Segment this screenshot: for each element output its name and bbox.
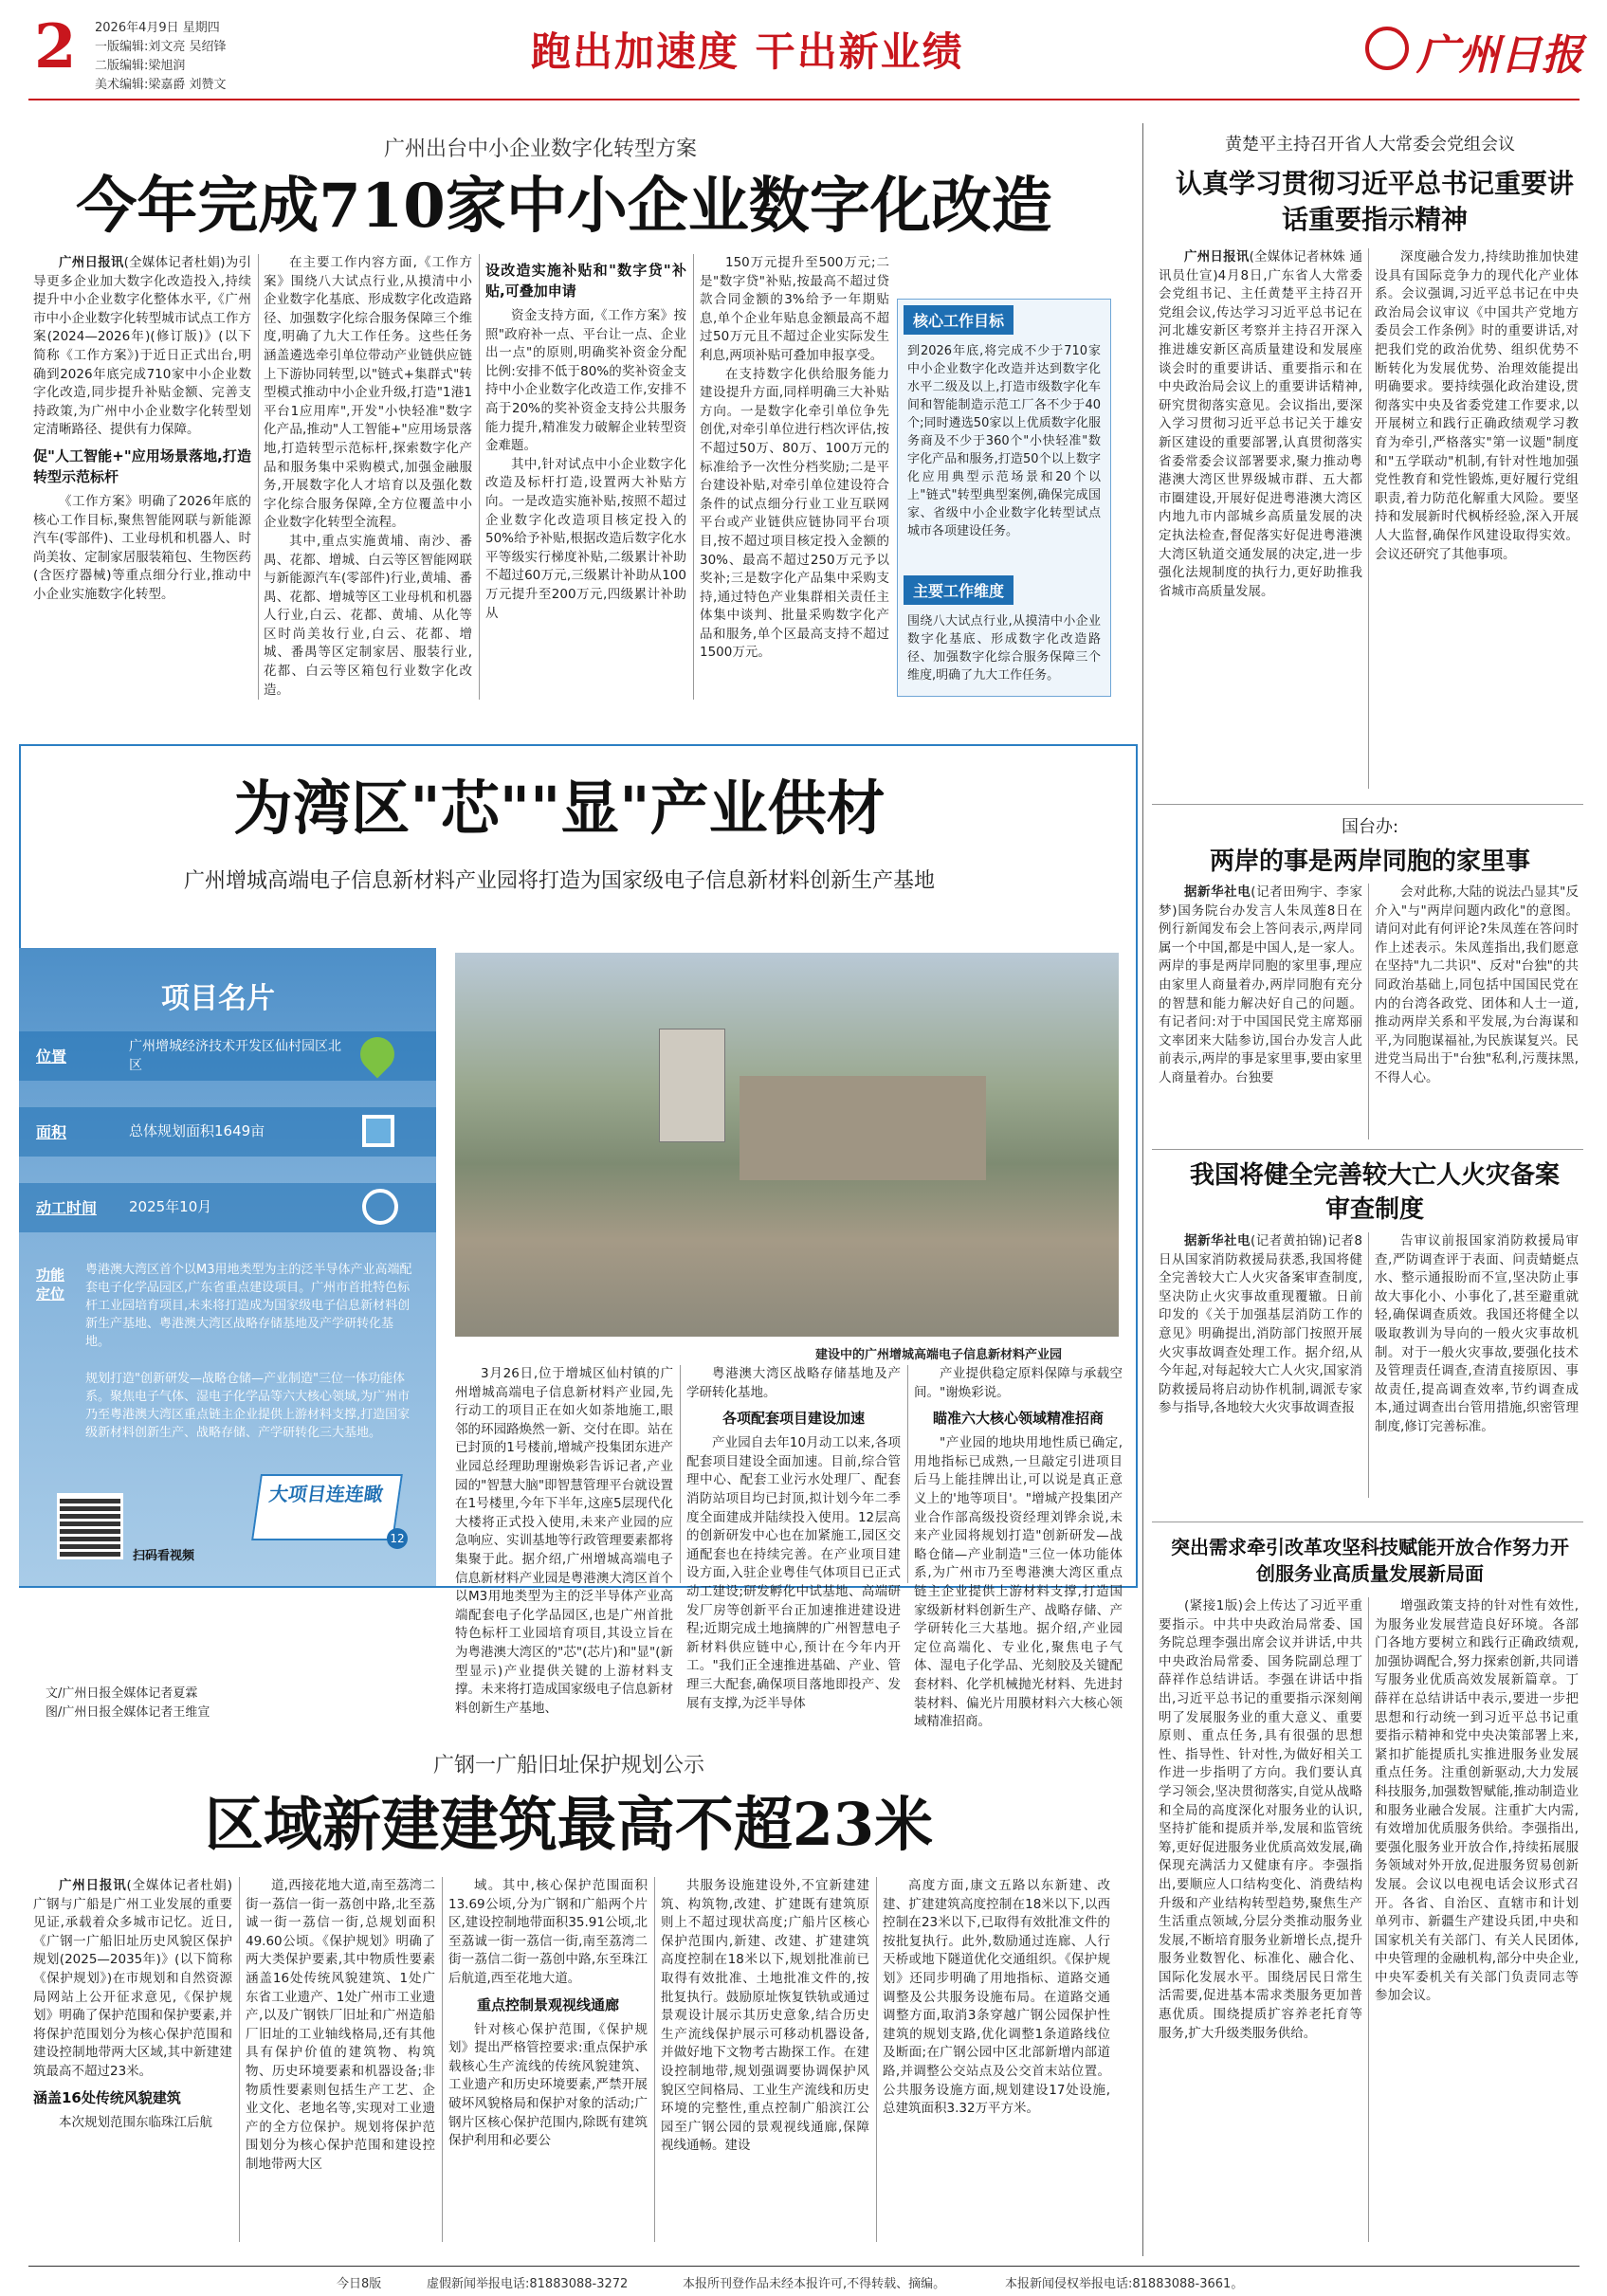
row-label: 动工时间	[36, 1199, 98, 1217]
paragraph: 增强政策支持的针对性有效性,为服务业发展营造良好环境。各部门各地方要树立和践行正确政绩观,加强协调配合,努力探索创新,共同谱写服务业优质高效发展新篇章。丁薛祥在总结讲话中表示,要进一步把思想和行动统一到习近平总书记重要指示精神和党中央决策部署上来,紧扣扩能提质扎实推进服务业发展重点任务。注重创新驱动,大力发展科技服务,加强数智赋能,推动制造业和服务业融合发展。注重扩大内需,有效增加优质服务供给。李强指出,要强化服务业开放合作,持续拓展服务领域对外开放,促进服务贸易创新发展。会议以电视电话会议形式召开。各省、自治区、直辖市和计划单列市、新疆生产建设兵团,中央和国家机关有关部门、有关人民团体,中央管理的金融机构,部分中央企业,中央军委机关有关部门负责同志等参加会议。	[1375, 1598, 1579, 2004]
s3-headline: 我国将健全完善较大亡人火灾备案审查制度	[1189, 1161, 1560, 1224]
feature-col-1	[455, 1365, 673, 1716]
top-story-col-1	[33, 254, 251, 709]
bottom-story-kicker: 广钢一广船旧址保护规划公示	[432, 1754, 704, 1777]
subheading: 瞄准六大核心领域精准招商	[932, 1410, 1104, 1428]
footer-hotline: 虚假新闻举报电话:81883088-3272	[427, 2277, 629, 2291]
core-goals-box	[897, 299, 1111, 697]
byline-lead: 广州日报讯	[59, 1878, 127, 1893]
subheading: 重点控制景观视线通廊	[476, 1995, 619, 2014]
banner-slogan: 跑出加速度 干出新业绩	[531, 28, 964, 75]
s2-headline: 两岸的事是两岸同胞的家里事	[1209, 847, 1530, 876]
section-rule	[1152, 804, 1583, 805]
s3-col-1	[1159, 1232, 1362, 1507]
row-value: 2025年10月	[129, 1198, 212, 1215]
paragraph: 产业提供稳定原料保障与承载空间。"谢焕彩说。	[914, 1366, 1123, 1400]
editor-line: 二版编辑:梁旭润	[95, 59, 186, 73]
footer-rule	[28, 2266, 1580, 2267]
card-row-start	[19, 1183, 436, 1232]
paragraph: (记者田殉宇、李家梦)国务院台办发言人朱凤莲8日在例行新闻发布会上答问表示,两岸同属一个中国,都是中国人,是一家人。两岸的事是两岸同胞的家里事,理应由家里人商量着办,两岸同胞有充分的智慧和能力解决好自己的问题。有记者问:对于中国国民党主席郑丽文率团来大陆参访,国台办发言人此前表示,两岸的事是家里事,要由家里人商量着办。台独要	[1159, 884, 1362, 1085]
paragraph: 其中,重点实施黄埔、南沙、番禺、花都、增城、白云等区智能网联与新能源汽车(零部件)行业,黄埔、番禺、花都、增城等区工业母机和机器人行业,白云、花都、黄埔、从化等区时尚美妆行业,白云、花都、增城、番禺等区定制家居、服装行业,花都、白云等区箱包行业数字化改造。	[264, 533, 472, 698]
bottom-story-headline: 区域新建建筑最高不超23米	[204, 1790, 934, 1859]
masthead	[0, 0, 1607, 104]
s1-col-1	[1159, 248, 1362, 798]
grid-icon	[362, 1115, 394, 1147]
paragraph: 在主要工作内容方面,《工作方案》围绕八大试点行业,从摸清中小企业数字化基底、形成数字化改造路径、加强数字化综合服务保障三个维度,明确了九大工作任务。这些任务涵盖遴选牵引单位带动产业链供应链上下游协同转型,以"链式+集群式"转型模式推动中小企业升级,打造"1港1平台1应用库",开发"小快轻准"数字化产品,推动"人工智能+"应用场景落地,打造转型示范标杆,探索数字化产品和服务集中采购模式,加强金融服务,开展数字化人才培育以及强化数字化综合服务保障,全方位覆盖中小企业数字化转型全流程。	[264, 255, 472, 531]
bottom-story-col-3	[448, 1877, 648, 2251]
s4-col-2	[1375, 1597, 1579, 2251]
column-rule	[442, 1877, 443, 2242]
paragraph: 针对核心保护范围,《保护规划》提出严格管控要求:重点保护承载核心生产流线的传统风貌建筑、工业遗产和历史环境要素,严禁开展破坏风貌格局和保护对象的活动;广钢片区核心保护范围内,除既有建筑保护利用和必要公	[448, 2021, 648, 2149]
paragraph: (全媒体记者林姝 通讯员仕宣)4月8日,广东省人大常委会党组书记、主任黄楚平主持召开党组会议,传达学习习近平总书记在河北雄安新区考察并主持召开深入推进雄安新区高质量建设和发展座谈会时的重要讲话、重要指示和在中央政治局会议上的重要讲话精神,研究贯彻落实意见。会议指出,要深入学习贯彻习近平总书记关于雄安新区建设的重要部署,认真贯彻落实省委常委会议部署要求,聚力推动粤港澳大湾区世界级城市群、五大都市圈建设,开展好促进粤港澳大湾区内地九市内部城乡高质量发展的决定执法检查,督促落实好促进粤港澳大湾区轨道交通发展的决定,进一步强化法规制度的执行力,更好助推我省城市高质量发展。	[1159, 249, 1363, 599]
func-text: 粤港澳大湾区首个以M3用地类型为主的泛半导体产业高端配套电子化学品园区,广东省重点建设项目。广州市首批特色标杆工业园培育项目,未来将打造成为国家级电子信息新材料创新生产基地、粤港澳大湾区战略存储基地及产学研转化基地。	[85, 1263, 412, 1349]
subheading: 各项配套项目建设加速	[721, 1410, 865, 1428]
masthead-divider	[28, 99, 1580, 100]
plan-text: 规划打造"创新研发—战略仓储—产业制造"三位一体功能体系。聚焦电子气体、湿电子化学品等六大核心领域,为广州市乃至粤港澳大湾区重点链主企业提供上游材料支撑,打造国家级新材料创新生产、战略存储、产学研转化三大基地。	[85, 1372, 411, 1440]
column-rule	[654, 1877, 655, 2242]
paragraph: 3月26日,位于增城区仙村镇的广州增城高端电子信息新材料产业园,先行动工的项目正在如火如荼地施工,眼邻的环园路焕然一新、交付在即。站在已封顶的1号楼前,增城产投集团东进产业园总经理助理谢焕彩告诉记者,产业园的"智慧大脑"即智慧管理平台就设置在1号楼里,今年下半年,这座5层现代化大楼将正式投入使用,未来产业园的应急响应、实训基地等行政管理要素都将集聚于此。据介绍,广州增城高端电子信息新材料产业园是粤港澳大湾区首个以M3用地类型为主的泛半导体产业高端配套电子化学品园区,也是广州首批特色标杆工业园培育项目,其设立旨在为粤港澳大湾区的"芯"(芯片)和"显"(新型显示)产业提供关键的上游材料支撑。未来将打造成国家级电子信息新材料创新生产基地、	[455, 1366, 673, 1716]
paragraph: 高度方面,康文五路以东新建、改建、扩建建筑高度控制在18米以下,以西控制在23米以下,已取得有效批准文件的按批复执行。此外,数励通过连廊、人行天桥或地下隧道优化交通组织。《保护规划》还同步明确了用地指标、道路交通调整及公共服务设施布局。在道路交通调整方面,取消3条穿越广钢公园保护性建筑的规划支路,优化调整1条道路线位及断面;在广钢公园中区北部新增内部道路,并调整公交站点及公交首末站位置。公共服务设施方面,规划建设17处设施,总建筑面积3.32万平方米。	[883, 1878, 1110, 2117]
badge-text: 大项目连连瞰	[267, 1483, 385, 1505]
masthead-date: 2026年4月9日 星期四	[95, 21, 220, 35]
subheading: 促"人工智能+"应用场景落地,打造转型示范标杆	[33, 446, 251, 485]
column-rule	[876, 1877, 877, 2242]
column-rule	[1368, 1232, 1369, 1498]
bottom-story-col-2	[246, 1877, 435, 2251]
s2-kicker: 国台办:	[1341, 817, 1399, 837]
paragraph: 150万元提升至500万元;二是"数字贷"补贴,按最高不超过贷款合同金额的3%给予一年期贴息,单个企业年贴息金额最高不超过50万元且不超过企业实际发生利息,两项补贴可叠加申报享受。	[700, 255, 889, 363]
clock-icon	[362, 1189, 398, 1225]
credit-photo: 图/广州日报全媒体记者王维宣	[46, 1705, 210, 1720]
paragraph: 《工作方案》明确了2026年底的核心工作目标,聚焦智能网联与新能源汽车(零部件)、工业母机和机器人、时尚美妆、定制家居服装箱包、生物医药(含医疗器械)等重点细分行业,推动中小企业实施数字化转型。	[33, 493, 251, 602]
main-dimensions-title: 主要工作维度	[904, 575, 1014, 605]
s2-col-2	[1375, 884, 1579, 1149]
top-story-col-3	[485, 254, 686, 709]
project-card	[19, 948, 436, 1586]
s4-col-1	[1159, 1597, 1362, 2251]
section-rule	[1152, 1149, 1583, 1150]
row-value: 广州增城经济技术开发区仙村园区北区	[129, 1039, 341, 1073]
badge-number: 12	[387, 1528, 408, 1549]
feature-subtitle: 广州增城高端电子信息新材料产业园将打造为国家级电子信息新材料创新生产基地	[183, 869, 935, 893]
main-dimensions-text: 围绕八大试点行业,从摸清中小企业数字化基底、形成数字化改造路径、加强数字化综合服务保障三个维度,明确了九大工作任务。	[907, 614, 1101, 683]
sidebar-divider	[1142, 123, 1143, 2256]
s1-kicker: 黄楚平主持召开省人大常委会党组会议	[1225, 135, 1515, 155]
project-card-title: 项目名片	[161, 982, 275, 1015]
aerial-photo	[455, 953, 1119, 1337]
feature-col-2	[686, 1365, 901, 1711]
footer-copyright: 本报所刊登作品未经本报许可,不得转载、摘编。	[683, 2277, 946, 2291]
column-rule	[1368, 884, 1369, 1139]
footer-pages: 今日8版	[337, 2277, 382, 2291]
page-number: 2	[34, 11, 77, 82]
s2-col-1	[1159, 884, 1362, 1149]
top-story-col-2	[264, 254, 472, 709]
photo-construction-site	[740, 1076, 986, 1180]
paragraph: (记者黄拍锦)记者8日从国家消防救援局获悉,我国将健全完善较大亡人火灾备案审查制度,坚决防止火灾事故重现覆辙。日前印发的《关于加强基层消防工作的意见》明确提出,消防部门按照开展火灾事故调查处理工作。据介绍,从今年起,对每起较大亡人火灾,国家消防救援局将启动协作机制,调派专家参与指导,各地较大火灾事故调查报	[1159, 1233, 1363, 1416]
s3-col-2	[1375, 1232, 1579, 1507]
column-rule	[1368, 1597, 1369, 2242]
paragraph: 深度融合发力,持续助推加快建设具有国际竞争力的现代化产业体系。会议强调,习近平总书记在中央政治局会议审议《中国共产党地方委员会工作条例》时的重要讲话,对把我们党的政治优势、组织优势不断转化为发展优势、治理效能提出明确要求。要持续强化政治建设,贯彻落实中央及省委党建工作要求,以开展树立和践行正确政绩观学习教育为牵引,严格落实"第一议题"制度和"五学联动"机制,有针对性地加强党性教育和党性锻炼,更好履行党组职责,着力防范化解重大风险。要坚持和发展新时代枫桥经验,深入开展人大监督,确保作风建设取得实效。会议还研究了其他事项。	[1375, 249, 1579, 562]
feature-col-3	[914, 1365, 1123, 1730]
func-label: 功能定位	[36, 1266, 65, 1303]
feature-headline: 为湾区"芯""显"产业供材	[233, 774, 886, 843]
paragraph: 共服务设施建设外,不宜新建建筑、构筑物,改建、扩建既有建筑原则上不超过现状高度;广船片区核心保护范围内,新建、改建、扩建建筑高度控制在18米以下,规划批准前已取得有效批准、土地批准文件的,按批复执行。鼓励原址恢复铁轨或通过景观设计展示其历史意象,结合历史生产流线保护展示可移动机器设备,并做好地下文物考古勘探工作。在建设控制地带,规划强调要协调保护风貌区空间格局、工业生产流线和历史环境的完整性,重点控制广船滨江公园至广钢公园的景观视线通廊,保障视线通畅。建设	[661, 1878, 869, 2154]
byline-lead: 广州日报讯	[59, 255, 124, 270]
qr-code	[57, 1493, 123, 1559]
s4-headline: 突出需求牵引改革攻坚科技赋能开放合作努力开创服务业高质量发展新局面	[1171, 1536, 1569, 1585]
paragraph: 道,西接花地大道,南至荔湾二街一荔信一街一荔创中路,北至荔诚一街一荔信一街,总规划面积49.60公顷。《保护规划》明确了两大类保护要素,其中物质性要素涵盖16处传统风貌建筑、1处广东省工业遗产、1处广州市工业遗产,以及广钢铁厂旧址和广州造船厂旧址的工业轴线格局,还有其他具有保护价值的建筑物、构筑物、历史环境要素和机器设备;非物质性要素则包括生产工艺、企业文化、老地名等,实现对工业遗产的全方位保护。规划将保护范围划分为核心保护范围和建设控制地带两大区	[246, 1878, 435, 2172]
photo-building	[659, 1029, 725, 1142]
core-goals-text: 到2026年底,将完成不少于710家中小企业数字化改造并达到数字化水平二级及以上,打造市级数字化车间和智能制造示范工厂各不少于40个;同时遴选50家以上优质数字化服务商及不少于360个"小快轻准"数字化产品和服务,打造50个以上数字化应用典型示范场景和20个以上"链式"转型典型案例,确保完成国家、省级中小企业数字化转型试点城市各项建设任务。	[907, 344, 1101, 538]
column-rule	[258, 254, 259, 700]
row-value: 总体规划面积1649亩	[129, 1122, 265, 1139]
paragraph: 会对此称,大陆的说法凸显其"反介入"与"两岸问题内政化"的意图。请问对此有何评论?朱凤莲在答问时作上述表示。朱凤莲指出,我们愿意在坚持"九二共识"、反对"台独"的共同政治基础上,同包括中国国民党在内的台湾各政党、团体和人士一道,推动两岸关系和平发展,为台海谋和平,为同胞谋福祉,为民族谋复兴。民进党当局出于"台独"私利,污蔑抹黑,不得人心。	[1375, 884, 1579, 1085]
paragraph: 告审议前报国家消防救援局审查,严防调查评于表面、问责蜻蜓点水、整示通报盼而不宣,坚决防止事故大事化小、小事化了,甚至避重就轻,确保调查质效。我国还将健全以吸取教训为导向的一般火灾事故机制。对于一般火灾事故,要强化技术及管理责任调查,查清直接原因、事故责任,提高调查效率,节约调查成本,通过调查出台管用措施,织密管理制度,修订完善标准。	[1375, 1233, 1579, 1434]
bottom-story-col-5	[883, 1877, 1110, 2251]
paragraph: 其中,针对试点中小企业数字化改造及标杆打造,设置两大补贴方向。一是改造实施补贴,按照不超过企业数字化改造项目核定投入的50%给予补贴,根据改造后数字化水平等级实行梯度补贴,二级累计补助不超过60万元,三级累计补助从100万元提升至200万元,四级累计补助从	[485, 456, 686, 621]
editor-line: 一版编辑:刘文亮 吴绍锋	[95, 40, 227, 54]
paragraph: 在支持数字化供给服务能力建设提升方面,同样明确三大补贴方向。一是数字化牵引单位争先创优,对牵引单位进行档次评估,按不超过50万、80万、100万元的标准给予一次性分档奖励;二是平台建设补贴,对牵引单位建设符合条件的试点细分行业工业互联网平台或产业链供应链协同平台项目,按不超过项目核定投入金额的30%、最高不超过250万元予以奖补;三是数字化产品集中采购支持,通过特色产业集群相关责任主体集中谈判、批量采购数字化产品和服务,单个区最高支持不超过1500万元。	[700, 366, 889, 661]
logo-emblem-icon	[1365, 27, 1409, 70]
paragraph: 粤港澳大湾区战略存储基地及产学研转化基地。	[686, 1366, 901, 1400]
top-story-kicker: 广州出台中小企业数字化转型方案	[383, 137, 697, 161]
s1-col-2	[1375, 248, 1579, 798]
card-row-location	[19, 1031, 436, 1081]
credit-writer: 文/广州日报全媒体记者夏霖	[46, 1686, 198, 1701]
top-story-headline: 今年完成710家中小企业数字化改造	[76, 171, 1052, 242]
byline-lead: 据新华社电	[1184, 1233, 1251, 1248]
byline-lead: 据新华社电	[1184, 884, 1251, 900]
bottom-story-col-1	[33, 1877, 232, 2251]
column-rule	[907, 1365, 908, 1583]
editor-line: 美术编辑:梁嘉爵 刘赞文	[95, 78, 227, 92]
paragraph: 域。其中,核心保护范围面积13.69公顷,分为广钢和广船两个片区,建设控制地带面积35.91公顷,北至荔诚一街一荔信一街,南至荔湾二街一荔信二街一荔创中路,东至珠江后航道,西至花地大道。	[448, 1878, 648, 1986]
paragraph: (紧接1版)会上传达了习近平重要指示。中共中央政治局常委、国务院总理李强出席会议并讲话,中共中央政治局常委、国务院副总理丁薛祥作总结讲话。李强在讲话中指出,习近平总书记的重要指示深刻阐明了发展服务业的重大意义、重要原则、重点任务,具有很强的思想性、指导性、针对性,为做好相关工作进一步指明了方向。我们要认真学习领会,坚决贯彻落实,自觉从战略和全局的高度深化对服务业的认识,坚持扩能和提质并举,发展和监管统筹,更好促进服务业优质高效发展,确保现充满活力又健康有序。李强指出,要顺应人口结构变化、消费结构升级和产业结构转型趋势,聚焦生产生活重点领域,分层分类推动服务业发展,不断培育服务业新增长点,提升服务业数智化、标准化、融合化、国际化发展水平。围绕居民日常生活需要,促进基本需求类服务更加普惠优质。围绕提质扩容养老托育等服务,扩大升级类服务供给。	[1159, 1598, 1362, 2041]
footer-tip: 本报新闻侵权举报电话:81883088-3661。	[1005, 2277, 1244, 2291]
location-pin-icon	[354, 1030, 402, 1079]
paragraph: (全媒体记者杜娟)为引导更多企业加大数字化改造投入,持续提升中小企业数字化整体水平,《广州市中小企业数字化转型城市试点工作方案(2024—2026年)(修订版)》(以下简称《工作方案》)于近日正式出台,明确到2026年底完成710家中小企业数字化改造,同步提升补贴金额、完善支持政策,为广州中小企业数字化转型划定清晰路径、提供有力保障。	[33, 255, 251, 438]
column-rule	[1368, 248, 1369, 789]
card-row-area	[19, 1107, 436, 1157]
row-label: 面积	[36, 1123, 67, 1141]
paragraph: "产业园的地块用地性质已确定,用地指标已成熟,一旦敲定引进项目后马上能挂牌出让,可以说是真正意义上的'地等项目'。"增城产投集团产业合作部高级投资经理刘铧余说,未来产业园将规划打造"创新研发—战略仓储—产业制造"三位一体功能体系,为广州市乃至粤港澳大湾区重点链主企业提供上游材料支撑,打造国家级新材料创新生产、战略存储、产学研转化三大基地。据介绍,产业园定位高端化、专业化,聚焦电子气体、湿电子化学品、光刻胶及关键配套材料、化学机械抛光材料、先进封装材料、偏光片用膜材料六大核心领域精准招商。	[914, 1435, 1123, 1730]
photo-caption: 建设中的广州增城高端电子信息新材料产业园	[815, 1348, 1063, 1362]
row-label: 位置	[36, 1048, 67, 1066]
badge-big-project	[251, 1474, 403, 1540]
top-story-col-4	[700, 254, 889, 709]
subheading: 涵盖16处传统风貌建筑	[33, 2088, 181, 2106]
newspaper-logo: 广州日报	[1416, 31, 1583, 80]
paragraph: 产业园自去年10月动工以来,各项配套项目建设全面加速。目前,综合管理中心、配套工业污水处理厂、配套消防站项目均已封顶,拟计划今年二季度全面建成并陆续投入使用。12层高的创新研发中心也在加紧施工,园区交通配套也在持续完善。在产业项目建设方面,入驻企业粤佳气体项目已正式动工建设;研发孵化中试基地、高端研发厂房等创新平台正加速推进建设进程;近期完成土地摘牌的广州智慧电子新材料供应链中心,预计在今年内开工。"我们正全速推进基础、产业、管理三大配套,确保项目落地即投产、发展有支撑,为泛半导体	[686, 1435, 901, 1711]
s1-headline: 认真学习贯彻习近平总书记重要讲话重要指示精神	[1176, 168, 1575, 235]
column-rule	[479, 254, 480, 700]
column-rule	[680, 1365, 681, 1583]
bottom-story-col-4	[661, 1877, 869, 2251]
byline-lead: 广州日报讯	[1184, 249, 1250, 264]
column-rule	[239, 1877, 240, 2242]
paragraph: 资金支持方面,《工作方案》按照"政府补一点、平台让一点、企业出一点"的原则,明确奖补资金分配比例:安排不低于80%的奖补资金支持中小企业数字化改造工作,安排不高于20%的奖补资金支持公共服务能力提升,精准发力破解企业转型资金难题。	[485, 308, 686, 454]
column-rule	[693, 254, 694, 700]
paragraph: (全媒体记者杜娟)广钢与广船是广州工业发展的重要见证,承载着众多城市记忆。近日,《广钢一广船旧址历史风貌区保护规划(2025—2035年)》(以下简称《保护规划》)在市规划和自然资源局网站上公开征求意见,《保护规划》明确了保护范围和保护要素,并将保护范围划分为核心保护范围和建设控制地带两大区域,其中新建建筑最高不超过23米。	[33, 1878, 232, 2079]
qr-caption: 扫码看视频	[133, 1549, 195, 1563]
subheading: 设改造实施补贴和"数字贷"补贴,可叠加申请	[485, 262, 686, 300]
paragraph: 本次规划范围东临珠江后航	[59, 2114, 212, 2130]
core-goals-title: 核心工作目标	[904, 305, 1014, 335]
